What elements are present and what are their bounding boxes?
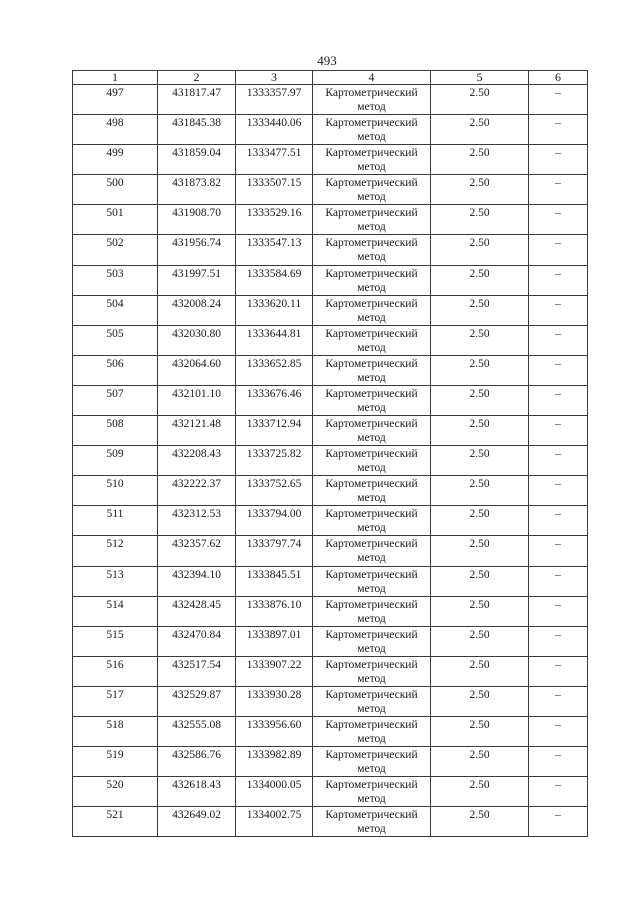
- y-coordinate-cell: 1333907.22: [236, 656, 313, 686]
- method-line-2: метод: [357, 131, 386, 144]
- method-line-1: Картометрический: [325, 718, 418, 731]
- y-coordinate-cell: 1334002.75: [236, 807, 313, 837]
- y-coordinate-cell: 1333477.51: [236, 145, 313, 175]
- table-row: [73, 506, 588, 536]
- method-line-1: Картометрический: [325, 779, 418, 792]
- note-cell: –: [529, 85, 588, 115]
- accuracy-cell: 2.50: [431, 807, 529, 837]
- method-line-1: Картометрический: [325, 478, 418, 491]
- x-coordinate-cell: 432618.43: [158, 777, 236, 807]
- method-cell: [313, 596, 431, 626]
- method-line-1: Картометрический: [325, 658, 418, 671]
- method-line-2: метод: [357, 462, 386, 475]
- method-line-1: Картометрический: [325, 117, 418, 130]
- x-coordinate-cell: 432586.76: [158, 747, 236, 777]
- y-coordinate-cell: 1333797.74: [236, 536, 313, 566]
- y-coordinate-cell: 1333876.10: [236, 596, 313, 626]
- method-line-2: метод: [357, 432, 386, 445]
- point-number-cell: 514: [73, 596, 158, 626]
- page-number: 493: [317, 53, 337, 68]
- method-cell: [313, 115, 431, 145]
- method-cell: [313, 777, 431, 807]
- note-cell: –: [529, 506, 588, 536]
- method-cell: [313, 686, 431, 716]
- point-number-cell: 504: [73, 295, 158, 325]
- method-line-1: Картометрический: [325, 357, 418, 370]
- method-line-2: метод: [357, 793, 386, 806]
- method-cell: [313, 235, 431, 265]
- table-row: [73, 596, 588, 626]
- x-coordinate-cell: 431997.51: [158, 265, 236, 295]
- note-cell: –: [529, 235, 588, 265]
- x-coordinate-cell: 432357.62: [158, 536, 236, 566]
- x-coordinate-cell: 432428.45: [158, 596, 236, 626]
- table-row: [73, 566, 588, 596]
- x-coordinate-cell: 431908.70: [158, 205, 236, 235]
- accuracy-cell: 2.50: [431, 536, 529, 566]
- method-line-1: Картометрический: [325, 628, 418, 641]
- table-row: [73, 476, 588, 506]
- method-line-2: метод: [357, 371, 386, 384]
- x-coordinate-cell: 432312.53: [158, 506, 236, 536]
- table-row: [73, 626, 588, 656]
- table-row: [73, 85, 588, 115]
- point-number-cell: 515: [73, 626, 158, 656]
- y-coordinate-cell: 1333507.15: [236, 175, 313, 205]
- method-line-1: Картометрический: [325, 267, 418, 280]
- method-line-2: метод: [357, 281, 386, 294]
- method-cell: [313, 506, 431, 536]
- x-coordinate-cell: 432555.08: [158, 716, 236, 746]
- method-cell: [313, 446, 431, 476]
- method-cell: [313, 416, 431, 446]
- method-line-1: Картометрический: [325, 327, 418, 340]
- note-cell: –: [529, 716, 588, 746]
- note-cell: –: [529, 205, 588, 235]
- table-row: [73, 325, 588, 355]
- table-row: [73, 355, 588, 385]
- method-line-2: метод: [357, 341, 386, 354]
- x-coordinate-cell: 432394.10: [158, 566, 236, 596]
- method-cell: [313, 716, 431, 746]
- method-cell: [313, 355, 431, 385]
- point-number-cell: 513: [73, 566, 158, 596]
- column-header-1: 1: [73, 71, 158, 85]
- table-row: [73, 807, 588, 837]
- method-cell: [313, 325, 431, 355]
- note-cell: –: [529, 656, 588, 686]
- x-coordinate-cell: 432529.87: [158, 686, 236, 716]
- point-number-cell: 508: [73, 416, 158, 446]
- x-coordinate-cell: 432649.02: [158, 807, 236, 837]
- method-cell: [313, 385, 431, 415]
- method-line-1: Картометрический: [325, 297, 418, 310]
- table-row: [73, 205, 588, 235]
- accuracy-cell: 2.50: [431, 446, 529, 476]
- method-cell: [313, 175, 431, 205]
- note-cell: –: [529, 686, 588, 716]
- point-number-cell: 521: [73, 807, 158, 837]
- accuracy-cell: 2.50: [431, 85, 529, 115]
- method-line-2: метод: [357, 401, 386, 414]
- table-row: [73, 656, 588, 686]
- method-line-1: Картометрический: [325, 207, 418, 220]
- table-row: [73, 777, 588, 807]
- note-cell: –: [529, 777, 588, 807]
- method-line-2: метод: [357, 161, 386, 174]
- method-cell: [313, 85, 431, 115]
- method-cell: [313, 265, 431, 295]
- method-line-2: метод: [357, 191, 386, 204]
- method-cell: [313, 747, 431, 777]
- method-line-1: Картометрический: [325, 237, 418, 250]
- x-coordinate-cell: 431873.82: [158, 175, 236, 205]
- method-line-1: Картометрический: [325, 568, 418, 581]
- x-coordinate-cell: 432208.43: [158, 446, 236, 476]
- note-cell: –: [529, 747, 588, 777]
- accuracy-cell: 2.50: [431, 295, 529, 325]
- x-coordinate-cell: 432101.10: [158, 385, 236, 415]
- x-coordinate-cell: 432517.54: [158, 656, 236, 686]
- method-line-2: метод: [357, 522, 386, 535]
- accuracy-cell: 2.50: [431, 747, 529, 777]
- table-header-row: [73, 71, 588, 85]
- x-coordinate-cell: 432030.80: [158, 325, 236, 355]
- method-line-2: метод: [357, 552, 386, 565]
- method-line-2: метод: [357, 823, 386, 836]
- method-line-1: Картометрический: [325, 387, 418, 400]
- table-row: [73, 446, 588, 476]
- table-body: [73, 85, 588, 837]
- table-row: [73, 536, 588, 566]
- method-line-1: Картометрический: [325, 418, 418, 431]
- y-coordinate-cell: 1333930.28: [236, 686, 313, 716]
- accuracy-cell: 2.50: [431, 596, 529, 626]
- x-coordinate-cell: 431859.04: [158, 145, 236, 175]
- point-number-cell: 512: [73, 536, 158, 566]
- accuracy-cell: 2.50: [431, 656, 529, 686]
- table-row: [73, 295, 588, 325]
- y-coordinate-cell: 1333845.51: [236, 566, 313, 596]
- table-row: [73, 175, 588, 205]
- method-line-1: Картометрический: [325, 177, 418, 190]
- point-number-cell: 497: [73, 85, 158, 115]
- method-line-2: метод: [357, 702, 386, 715]
- point-number-cell: 518: [73, 716, 158, 746]
- x-coordinate-cell: 431817.47: [158, 85, 236, 115]
- accuracy-cell: 2.50: [431, 566, 529, 596]
- method-cell: [313, 205, 431, 235]
- accuracy-cell: 2.50: [431, 686, 529, 716]
- point-number-cell: 511: [73, 506, 158, 536]
- accuracy-cell: 2.50: [431, 416, 529, 446]
- method-cell: [313, 145, 431, 175]
- y-coordinate-cell: 1333897.01: [236, 626, 313, 656]
- point-number-cell: 503: [73, 265, 158, 295]
- note-cell: –: [529, 566, 588, 596]
- accuracy-cell: 2.50: [431, 115, 529, 145]
- column-header-4: 4: [313, 71, 431, 85]
- method-line-2: метод: [357, 672, 386, 685]
- x-coordinate-cell: 432470.84: [158, 626, 236, 656]
- point-number-cell: 516: [73, 656, 158, 686]
- table-row: [73, 686, 588, 716]
- method-line-2: метод: [357, 763, 386, 776]
- point-number-cell: 500: [73, 175, 158, 205]
- method-line-1: Картометрический: [325, 749, 418, 762]
- method-line-2: метод: [357, 642, 386, 655]
- y-coordinate-cell: 1333712.94: [236, 416, 313, 446]
- point-number-cell: 499: [73, 145, 158, 175]
- method-line-1: Картометрический: [325, 809, 418, 822]
- accuracy-cell: 2.50: [431, 175, 529, 205]
- y-coordinate-cell: 1333956.60: [236, 716, 313, 746]
- point-number-cell: 509: [73, 446, 158, 476]
- note-cell: –: [529, 145, 588, 175]
- table-row: [73, 716, 588, 746]
- method-cell: [313, 295, 431, 325]
- x-coordinate-cell: 431845.38: [158, 115, 236, 145]
- note-cell: –: [529, 265, 588, 295]
- table-row: [73, 235, 588, 265]
- method-line-2: метод: [357, 311, 386, 324]
- method-cell: [313, 807, 431, 837]
- y-coordinate-cell: 1333440.06: [236, 115, 313, 145]
- column-header-6: 6: [529, 71, 588, 85]
- accuracy-cell: 2.50: [431, 355, 529, 385]
- accuracy-cell: 2.50: [431, 385, 529, 415]
- point-number-cell: 507: [73, 385, 158, 415]
- note-cell: –: [529, 355, 588, 385]
- method-cell: [313, 626, 431, 656]
- point-number-cell: 510: [73, 476, 158, 506]
- table-row: [73, 265, 588, 295]
- note-cell: –: [529, 596, 588, 626]
- y-coordinate-cell: 1333529.16: [236, 205, 313, 235]
- x-coordinate-cell: 432064.60: [158, 355, 236, 385]
- note-cell: –: [529, 626, 588, 656]
- method-line-1: Картометрический: [325, 87, 418, 99]
- note-cell: –: [529, 175, 588, 205]
- note-cell: –: [529, 416, 588, 446]
- point-number-cell: 505: [73, 325, 158, 355]
- y-coordinate-cell: 1333652.85: [236, 355, 313, 385]
- method-line-2: метод: [357, 612, 386, 625]
- y-coordinate-cell: 1333547.13: [236, 235, 313, 265]
- accuracy-cell: 2.50: [431, 205, 529, 235]
- y-coordinate-cell: 1333752.65: [236, 476, 313, 506]
- point-number-cell: 506: [73, 355, 158, 385]
- accuracy-cell: 2.50: [431, 235, 529, 265]
- column-header-5: 5: [431, 71, 529, 85]
- method-line-2: метод: [357, 732, 386, 745]
- point-number-cell: 498: [73, 115, 158, 145]
- note-cell: –: [529, 295, 588, 325]
- point-number-cell: 520: [73, 777, 158, 807]
- method-line-2: метод: [357, 221, 386, 234]
- method-line-1: Картометрический: [325, 538, 418, 551]
- method-cell: [313, 536, 431, 566]
- table-row: [73, 385, 588, 415]
- note-cell: –: [529, 807, 588, 837]
- y-coordinate-cell: 1333620.11: [236, 295, 313, 325]
- method-line-1: Картометрический: [325, 598, 418, 611]
- method-line-1: Картометрический: [325, 448, 418, 461]
- method-line-1: Картометрический: [325, 147, 418, 160]
- x-coordinate-cell: 431956.74: [158, 235, 236, 265]
- y-coordinate-cell: 1333357.97: [236, 85, 313, 115]
- x-coordinate-cell: 432008.24: [158, 295, 236, 325]
- table-row: [73, 416, 588, 446]
- method-line-1: Картометрический: [325, 508, 418, 521]
- y-coordinate-cell: 1333644.81: [236, 325, 313, 355]
- note-cell: –: [529, 536, 588, 566]
- column-header-2: 2: [158, 71, 236, 85]
- accuracy-cell: 2.50: [431, 716, 529, 746]
- note-cell: –: [529, 115, 588, 145]
- accuracy-cell: 2.50: [431, 145, 529, 175]
- table-row: [73, 145, 588, 175]
- accuracy-cell: 2.50: [431, 265, 529, 295]
- note-cell: –: [529, 446, 588, 476]
- y-coordinate-cell: 1334000.05: [236, 777, 313, 807]
- column-header-3: 3: [236, 71, 313, 85]
- note-cell: –: [529, 385, 588, 415]
- method-line-2: метод: [357, 492, 386, 505]
- method-cell: [313, 656, 431, 686]
- method-line-2: метод: [357, 251, 386, 264]
- note-cell: –: [529, 476, 588, 506]
- method-cell: [313, 476, 431, 506]
- accuracy-cell: 2.50: [431, 506, 529, 536]
- y-coordinate-cell: 1333982.89: [236, 747, 313, 777]
- point-number-cell: 517: [73, 686, 158, 716]
- y-coordinate-cell: 1333725.82: [236, 446, 313, 476]
- point-number-cell: 519: [73, 747, 158, 777]
- note-cell: –: [529, 325, 588, 355]
- table-row: [73, 747, 588, 777]
- y-coordinate-cell: 1333676.46: [236, 385, 313, 415]
- point-number-cell: 501: [73, 205, 158, 235]
- method-cell: [313, 566, 431, 596]
- table-row: [73, 115, 588, 145]
- accuracy-cell: 2.50: [431, 777, 529, 807]
- y-coordinate-cell: 1333794.00: [236, 506, 313, 536]
- method-line-2: метод: [357, 582, 386, 595]
- y-coordinate-cell: 1333584.69: [236, 265, 313, 295]
- accuracy-cell: 2.50: [431, 626, 529, 656]
- x-coordinate-cell: 432121.48: [158, 416, 236, 446]
- point-number-cell: 502: [73, 235, 158, 265]
- method-line-2: метод: [357, 101, 386, 113]
- x-coordinate-cell: 432222.37: [158, 476, 236, 506]
- accuracy-cell: 2.50: [431, 325, 529, 355]
- method-line-1: Картометрический: [325, 688, 418, 701]
- coordinates-table: [72, 70, 588, 837]
- accuracy-cell: 2.50: [431, 476, 529, 506]
